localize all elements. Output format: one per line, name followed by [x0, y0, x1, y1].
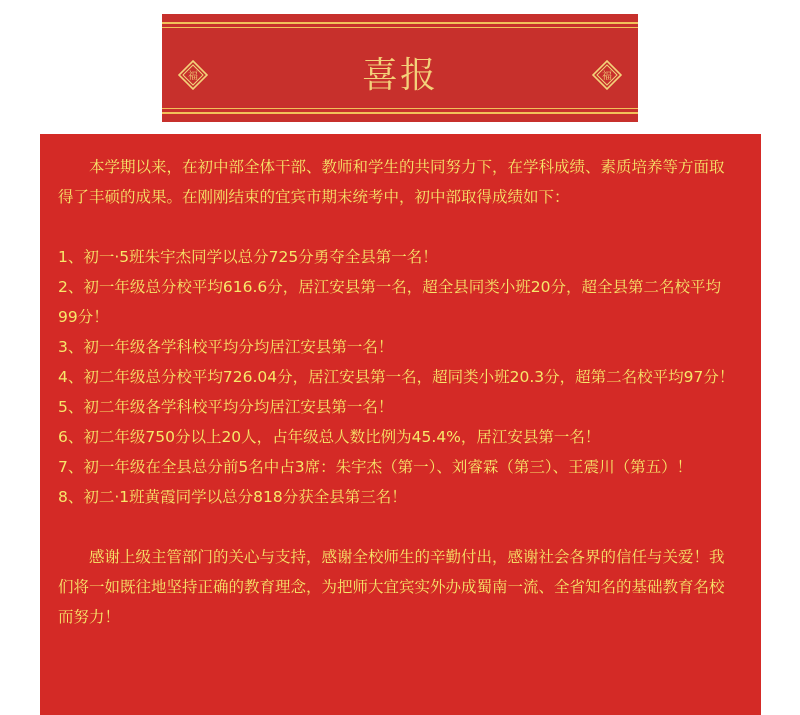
closing-paragraph: 感谢上级主管部门的关心与支持，感谢全校师生的辛勤付出，感谢社会各界的信任与关爱！我们将一如既往地坚持正确的教育理念，为把师大宜宾实外办成蜀南一流、全省知名的基础教育名校而努力！ [58, 548, 725, 626]
list-item: 6、初二年级750分以上20人，占年级总人数比例为45.4%，居江安县第一名！ [58, 428, 601, 446]
announcement-body [40, 134, 761, 715]
intro-paragraph: 本学期以来，在初中部全体干部、教师和学生的共同努力下，在学科成绩、素质培养等方面取得了丰硕的成果。在刚刚结束的宜宾市期末统考中，初中部取得成绩如下： [58, 158, 725, 206]
banner-border-line [162, 112, 638, 114]
banner-border-line [162, 108, 638, 109]
paragraph-gap [58, 512, 739, 542]
banner-title: 喜报 [361, 55, 438, 96]
svg-text:福: 福 [602, 71, 612, 82]
list-item: 4、初二年级总分校平均726.04分，居江安县第一名，超同类小班20.3分，超第二名校平均97分！ [58, 368, 735, 386]
banner-border-line [162, 27, 638, 28]
fu-diamond-icon [592, 60, 622, 90]
list-item: 8、初二·1班黄霞同学以总分818分获全县第三名！ [58, 488, 407, 506]
list-item: 1、初一·5班朱宇杰同学以总分725分勇夺全县第一名！ [58, 248, 438, 266]
list-item: 3、初一年级各学科校平均分均居江安县第一名！ [58, 338, 394, 356]
list-item: 5、初二年级各学科校平均分均居江安县第一名！ [58, 398, 394, 416]
svg-text:福: 福 [188, 71, 198, 82]
paragraph-gap [58, 212, 739, 242]
list-item: 7、初一年级在全县总分前5名中占3席：朱宇杰（第一）、刘睿霖（第三）、王震川（第五）！ [58, 458, 693, 476]
banner-border-line [162, 22, 638, 24]
list-item: 2、初一年级总分校平均616.6分，居江安县第一名，超全县同类小班20分，超全县第二名校平均99分！ [58, 278, 721, 326]
header-banner [162, 14, 638, 122]
